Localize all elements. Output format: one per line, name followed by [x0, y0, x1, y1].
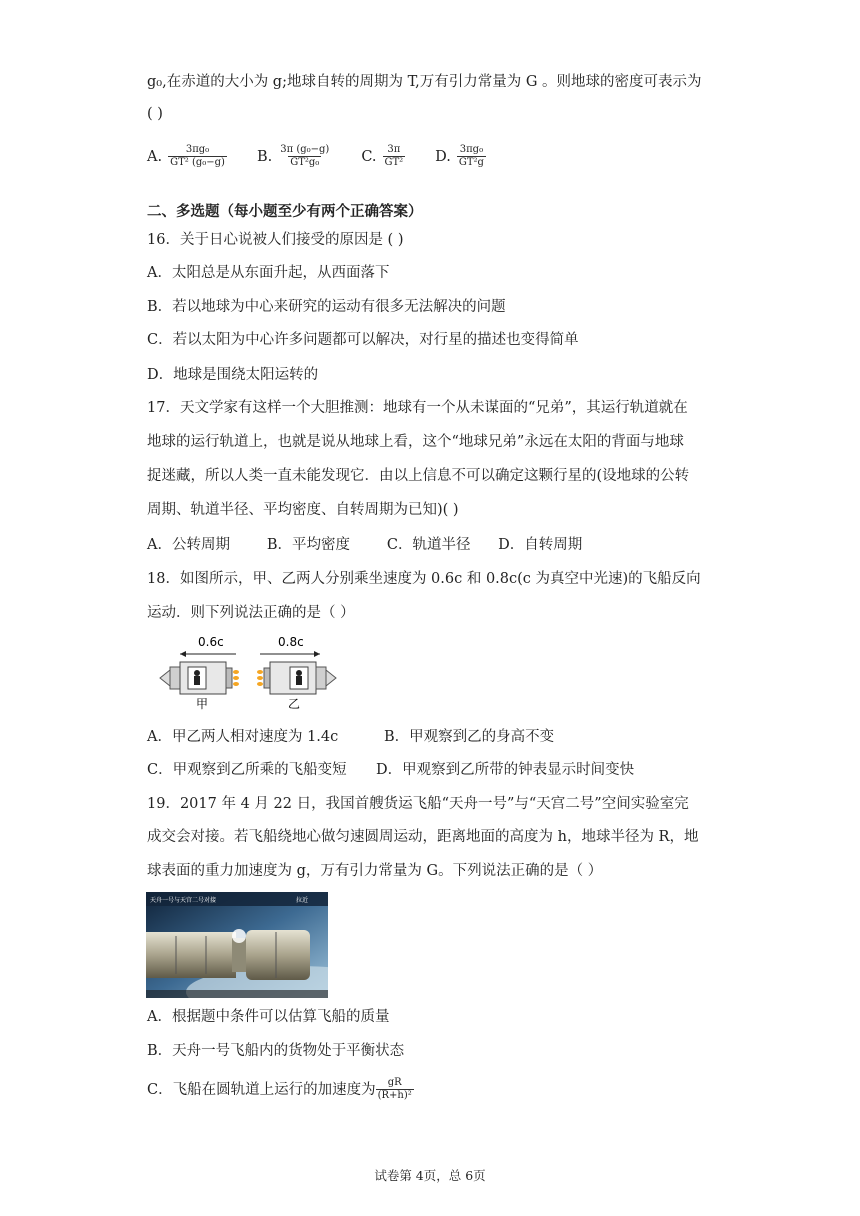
q16-option-b: B．若以地球为中心来研究的运动有很多无法解决的问题 — [147, 299, 506, 315]
q18-option-d: D．甲观察到乙所带的钟表显示时间变快 — [376, 762, 635, 778]
q15-options — [147, 144, 486, 169]
q17-options: A．公转周期 B．平均密度 C．轨道半径 D．自转周期 — [147, 537, 583, 553]
left-spaceship — [160, 662, 239, 694]
left-person-label: 甲 — [196, 697, 209, 711]
q17-line1: 17．天文学家有这样一个大胆推测：地球有一个从未谋面的“兄弟”，其运行轨道就在 — [147, 400, 688, 416]
q19-option-c — [147, 1077, 414, 1102]
photo-caption: 天舟一号与天宫二号对接 — [150, 897, 217, 904]
photo-tag: 拉近 — [296, 897, 309, 904]
right-speed-label: 0.8c — [278, 635, 304, 649]
q15-option-b: B. $\frac{\text{3π (g₀−g)}}{\text{GT²g₀}}$ — [256, 144, 330, 168]
spaceship-diagram — [152, 632, 352, 712]
left-speed-label: 0.6c — [198, 635, 224, 649]
q15-line2: ( ) — [147, 106, 163, 122]
q15-option-a: A. $\frac{\text{3πg₀}}{\text{GT² (g₀−g)}}$ — [147, 144, 225, 168]
q18-option-c: C．甲观察到乙所乘的飞船变短 — [147, 762, 347, 778]
docking-photo-image — [146, 892, 328, 998]
docking-photo — [146, 892, 328, 998]
q18-spaceship-figure — [152, 632, 352, 712]
page-footer: 试卷第 4页，总 6页 — [374, 1168, 486, 1183]
q16-option-c: C．若以太阳为中心许多问题都可以解决，对行星的描述也变得简单 — [147, 332, 579, 348]
q19-option-c-fraction: $\frac{gR}{\text{(R+h)²}}$ — [377, 1077, 412, 1101]
q18-option-a: A．甲乙两人相对速度为 1.4c — [147, 729, 339, 745]
q17-line2: 地球的运行轨道上，也就是说从地球上看，这个“地球兄弟”永远在太阳的背面与地球 — [147, 434, 684, 450]
q19-option-a: A．根据题中条件可以估算飞船的质量 — [147, 1009, 390, 1025]
section-title: 二、多选题（每小题至少有两个正确答案） — [147, 203, 423, 220]
q16-option-d: D．地球是围绕太阳运转的 — [147, 367, 319, 383]
q18-line1: 18．如图所示，甲、乙两人分别乘坐速度为 0.6c 和 0.8c(c 为真空中光速)的飞船反向 — [147, 571, 701, 587]
q19-option-b: B．天舟一号飞船内的货物处于平衡状态 — [147, 1043, 405, 1059]
q19-line2: 成交会对接。若飞船绕地心做匀速圆周运动，距离地面的高度为 h，地球半径为 R，地 — [147, 829, 699, 845]
q18-line2: 运动．则下列说法正确的是（ ） — [147, 605, 355, 621]
q16-stem: 16．关于日心说被人们接受的原因是 ( ) — [147, 232, 404, 248]
q19-option-c-text: C．飞船在圆轨道上运行的加速度为 — [147, 1081, 376, 1098]
q15-option-d: D. $\frac{\text{3πg₀}}{\text{GT²g}}$ — [435, 144, 484, 168]
right-arrow-head — [314, 651, 320, 657]
q18-option-b: B．甲观察到乙的身高不变 — [384, 729, 555, 745]
q19-line3: 球表面的重力加速度为 g，万有引力常量为 G。下列说法正确的是（ ） — [147, 863, 603, 879]
right-person-label: 乙 — [288, 697, 301, 711]
right-spaceship — [257, 662, 336, 694]
q16-option-a: A．太阳总是从东面升起，从西面落下 — [147, 265, 390, 281]
q19-line1: 19．2017 年 4 月 22 日，我国首艘货运飞船“天舟一号”与“天宫二号”空间实验室完 — [147, 796, 689, 812]
q17-line3: 捉迷藏，所以人类一直未能发现它．由以上信息不可以确定这颗行星的(设地球的公转 — [147, 468, 690, 484]
q15-option-c: C. $\frac{3\pi}{\text{GT²}}$ — [361, 144, 404, 168]
q15-line1: g₀,在赤道的大小为 g;地球自转的周期为 T,万有引力常量为 G 。则地球的密度可表示为 — [147, 74, 702, 90]
left-arrow-head — [180, 651, 186, 657]
q17-line4: 周期、轨道半径、平均密度、自转周期为已知)( ) — [147, 502, 459, 518]
